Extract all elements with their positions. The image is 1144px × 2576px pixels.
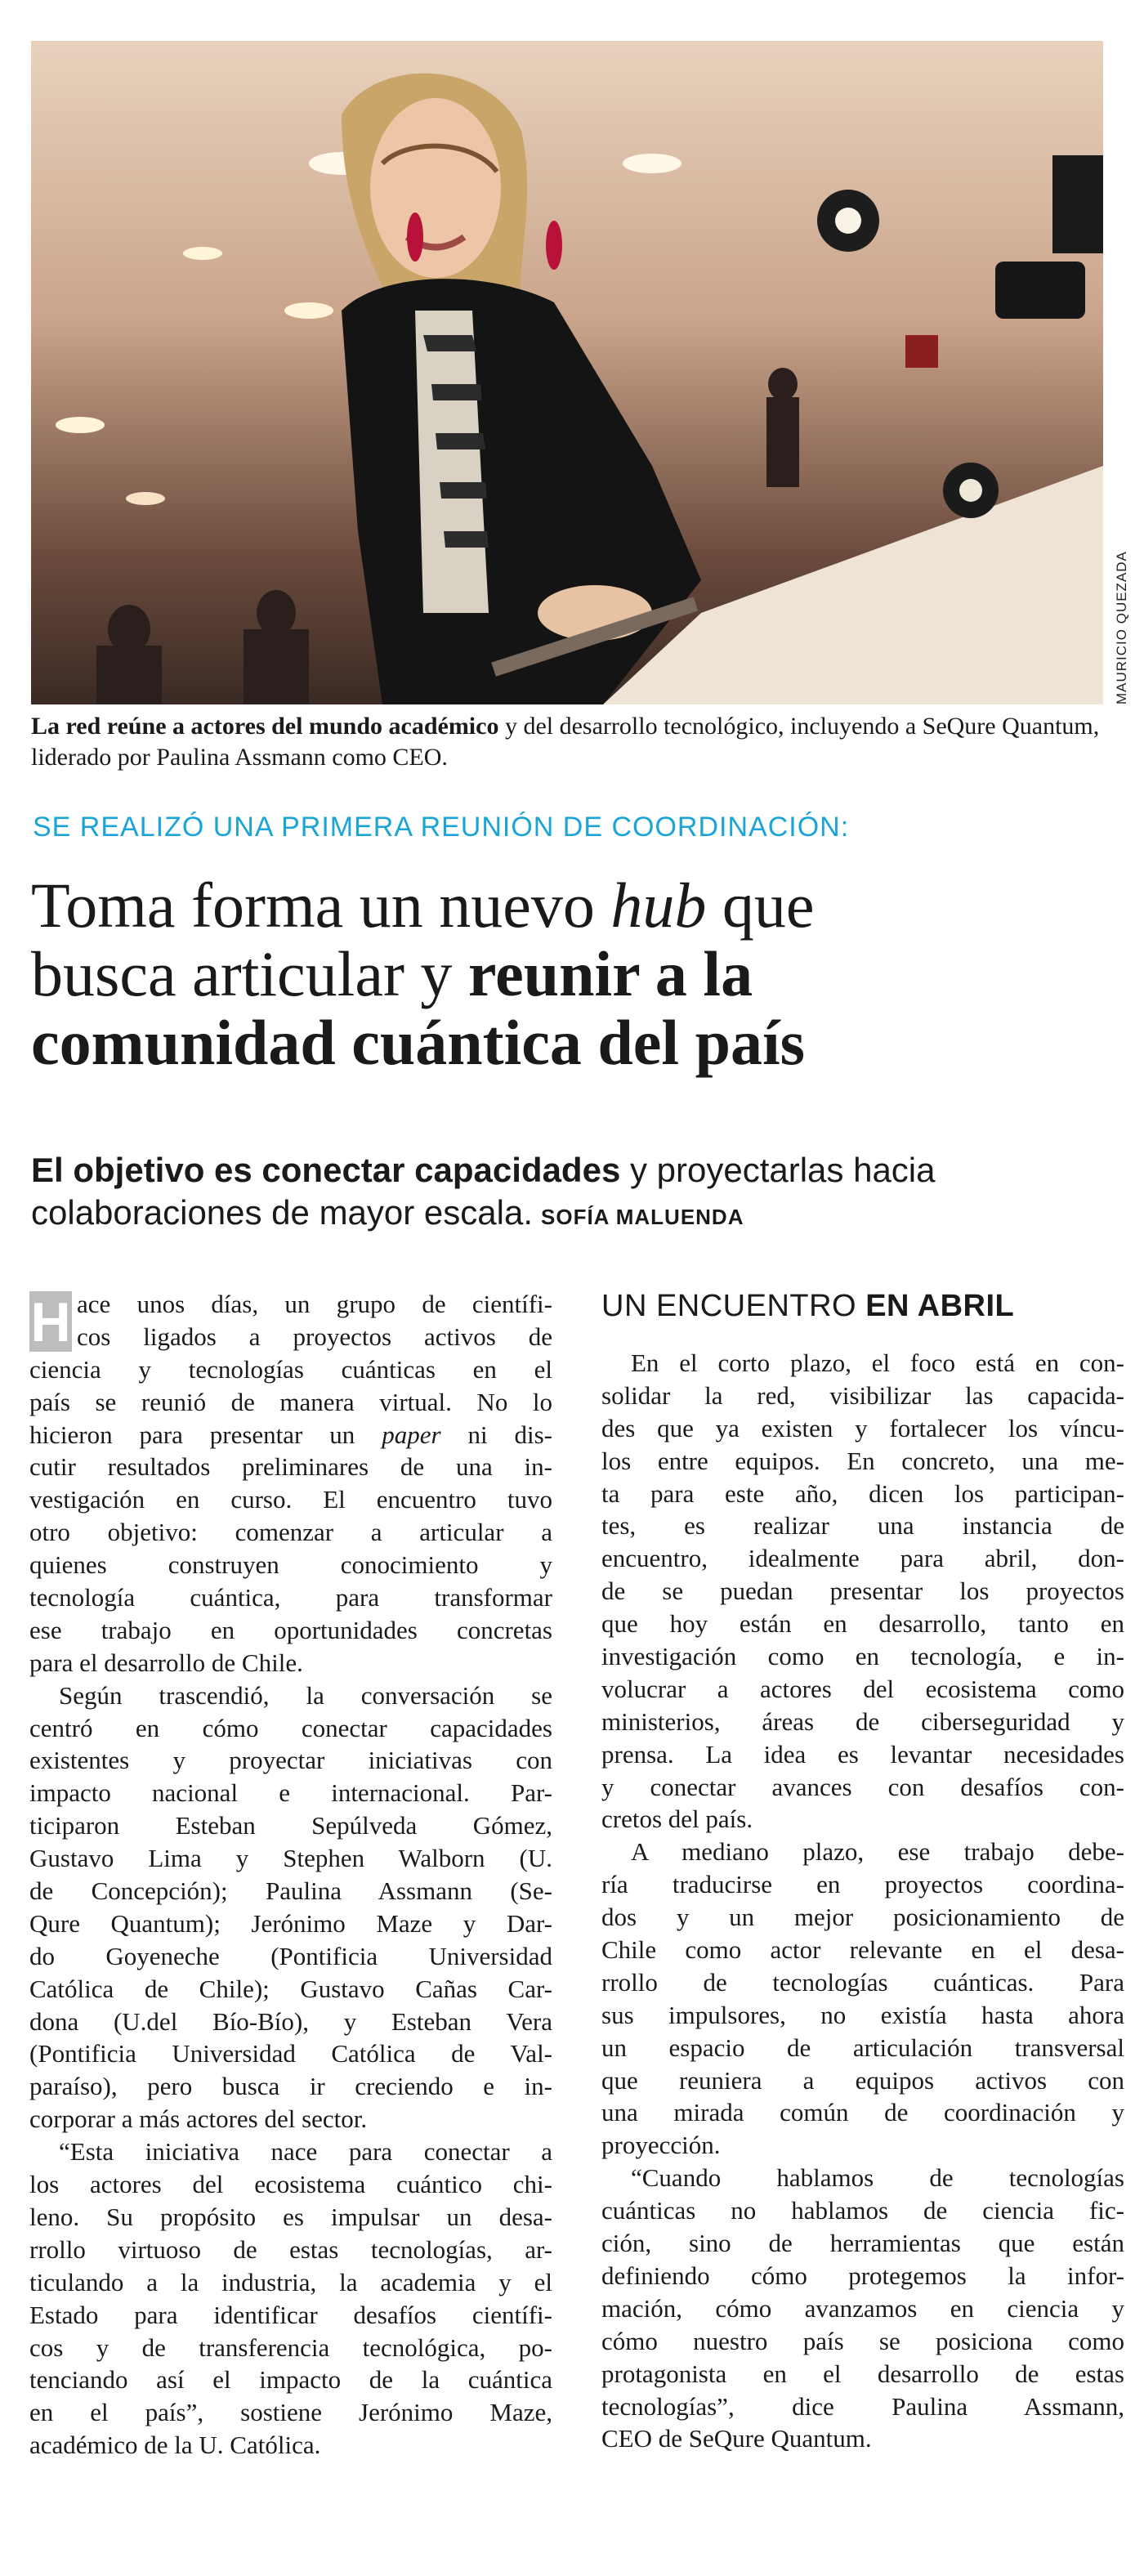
- body-line: académico de la U. Católica.: [29, 2431, 321, 2460]
- body-line: Estado para identificar desafíos científi-: [29, 2300, 552, 2329]
- body-line: rrollo virtuoso de estas tecnologías, ar-: [29, 2234, 552, 2264]
- body-line: cretos del país.: [601, 1805, 753, 1834]
- body-line: existentes y proyectar iniciativas con: [29, 1746, 552, 1775]
- body-line: volucrar a actores del ecosistema como: [601, 1674, 1124, 1703]
- body-line: definiendo cómo protegemos la infor-: [601, 2261, 1124, 2290]
- body-line: ticulando a la industria, la academia y el: [29, 2267, 552, 2296]
- body-line: A mediano plazo, ese trabajo debe-: [631, 1837, 1124, 1867]
- body-line: cos y de transferencia tecnológica, po-: [29, 2332, 552, 2362]
- body-line: ministerios, áreas de ciberseguridad y: [601, 1706, 1124, 1736]
- body-line: tenciando así el impacto de la cuántica: [29, 2365, 552, 2395]
- body-line: impacto nacional e internacional. Par-: [29, 1778, 552, 1808]
- body-line: hicieron para presentar un paper ni dis-: [29, 1420, 552, 1449]
- byline: SOFÍA MALUENDA: [541, 1205, 744, 1229]
- body-line: mación, cómo avanzamos en ciencia y: [601, 2293, 1124, 2323]
- body-column-left: [29, 1288, 552, 2462]
- body-line: una mirada común de coordinación y: [601, 2098, 1124, 2127]
- deck: [31, 1149, 1110, 1238]
- body-line: (Pontificia Universidad Católica de Val-: [29, 2039, 552, 2068]
- body-line: CEO de SeQure Quantum.: [601, 2424, 872, 2453]
- body-line: leno. Su propósito es impulsar un desa-: [29, 2202, 552, 2231]
- body-line: país se reunió de manera virtual. No lo: [29, 1387, 552, 1416]
- body-line: y conectar avances con desafíos con-: [601, 1772, 1124, 1801]
- headline-bold: reunir a la: [467, 938, 753, 1009]
- caption-bold: La red reúne a actores del mundo académico: [31, 713, 499, 740]
- body-line: un espacio de articulación transversal: [601, 2033, 1124, 2062]
- body-line: dona (U.del Bío-Bío), y Esteban Vera: [29, 2006, 552, 2036]
- drop-cap: H: [30, 1291, 71, 1353]
- stage-spotlights: [817, 155, 1103, 518]
- deck-text: y proyectarlas hacia: [620, 1151, 936, 1189]
- body-line: de se puedan presentar los proyectos: [601, 1576, 1124, 1606]
- body-line: que reuniera a equipos activos con: [601, 2065, 1124, 2095]
- deck-line-1: [31, 1149, 1110, 1192]
- body-line: ticiparon Esteban Sepúlveda Gómez,: [29, 1811, 552, 1840]
- body-line: solidar la red, visibilizar las capacida-: [601, 1380, 1124, 1410]
- body-line: des que ya existen y fortalecer los víncu-: [601, 1413, 1124, 1442]
- body-line: Católica de Chile); Gustavo Cañas Car-: [29, 1974, 552, 2003]
- body-line: ción, sino de herramientas que están: [601, 2229, 1124, 2258]
- headline-bold: comunidad cuántica del país: [31, 1007, 806, 1078]
- right-lines: [601, 1347, 1124, 2455]
- body-line: cutir resultados preliminares de una in-: [29, 1452, 552, 1482]
- body-line: vestigación en curso. El encuentro tuvo: [29, 1485, 552, 1514]
- body-line: proyección.: [601, 2131, 721, 2160]
- body-line: ciencia y tecnologías cuánticas en el: [29, 1354, 552, 1384]
- headline: [31, 871, 1110, 1077]
- deck-line-2: [31, 1192, 1110, 1238]
- body-line: paraíso), pero busca ir creciendo e in-: [29, 2072, 552, 2101]
- body-line: ace unos días, un grupo de científi-: [77, 1290, 552, 1318]
- headline-line-1: [31, 871, 1110, 940]
- photo-caption: [31, 711, 1110, 773]
- headline-text: Toma forma un nuevo: [31, 870, 611, 941]
- body-line: rrollo de tecnologías cuánticas. Para: [601, 1967, 1124, 1997]
- body-line: centró en cómo conectar capacidades: [29, 1713, 552, 1742]
- body-line: ría traducirse en proyectos coordina-: [601, 1870, 1124, 1899]
- body-line: otro objetivo: comenzar a articular a: [29, 1518, 552, 1547]
- body-line: “Esta iniciativa nace para conectar a: [59, 2137, 552, 2167]
- body-line: En el corto plazo, el foco está en con-: [631, 1348, 1124, 1377]
- caption-text: y del desarrollo tecnológico, incluyendo a SeQure Quantum, liderado por Paulina Assmann como CEO.: [31, 713, 1100, 771]
- headline-italic: hub: [610, 870, 707, 941]
- body-column-right: [601, 1288, 1124, 2455]
- body-line: tecnologías”, dice Paulina Assmann,: [601, 2391, 1124, 2421]
- article-photo: [31, 41, 1103, 704]
- body-line: de Concepción); Paulina Assmann (Se-: [29, 1876, 552, 1906]
- photo-illustration: [31, 41, 1103, 704]
- headline-line-2: [31, 940, 1110, 1008]
- body-line: do Goyeneche (Pontificia Universidad: [29, 1941, 552, 1970]
- subhead-text: UN ENCUENTRO: [601, 1289, 866, 1323]
- body-line: protagonista en el desarrollo de estas: [601, 2359, 1124, 2388]
- body-line: cuánticas no hablamos de ciencia fic-: [601, 2196, 1124, 2225]
- body-line: los entre equipos. En concreto, una me-: [601, 1446, 1124, 1475]
- body-line: quienes construyen conocimiento y: [29, 1550, 552, 1580]
- body-line: Gustavo Lima y Stephen Walborn (U.: [29, 1844, 552, 1873]
- headline-line-3: [31, 1008, 1110, 1077]
- body-line: dos y un mejor posicionamiento de: [601, 1903, 1124, 1932]
- body-line: prensa. La idea es levantar necesidades: [601, 1739, 1124, 1769]
- body-line: investigación como en tecnología, e in-: [601, 1642, 1124, 1671]
- kicker: SE REALIZÓ UNA PRIMERA REUNIÓN DE COORDINACIÓN:: [33, 812, 850, 843]
- deck-text: colaboraciones de mayor escala.: [31, 1193, 534, 1232]
- left-lines: [29, 1288, 552, 2462]
- body-line: “Cuando hablamos de tecnologías: [631, 2163, 1124, 2193]
- photo-credit: MAURICIO QUEZADA: [1114, 551, 1129, 704]
- body-line: Chile como actor relevante en el desa-: [601, 1935, 1124, 1965]
- deck-bold: El objetivo es conectar capacidades: [31, 1151, 621, 1189]
- body-line: para el desarrollo de Chile.: [29, 1648, 303, 1677]
- body-line: tes, es realizar una instancia de: [601, 1511, 1124, 1541]
- subhead-bold: EN ABRIL: [865, 1289, 1015, 1323]
- body-line: corporar a más actores del sector.: [29, 2104, 368, 2134]
- body-line: cos ligados a proyectos activos de: [77, 1322, 552, 1351]
- subhead: [601, 1288, 1124, 1347]
- body-line: cómo nuestro país se posiciona como: [601, 2326, 1124, 2355]
- body-line: en el país”, sostiene Jerónimo Maze,: [29, 2398, 552, 2427]
- italic-word: paper: [382, 1420, 441, 1449]
- headline-text: que: [706, 870, 815, 941]
- body-line: ta para este año, dicen los participan-: [601, 1478, 1124, 1508]
- body-line: ese trabajo en oportunidades concretas: [29, 1615, 552, 1644]
- body-line: sus impulsores, no existía hasta ahora: [601, 2000, 1124, 2029]
- body-line: Según trascendió, la conversación se: [59, 1680, 552, 1710]
- body-line: tecnología cuántica, para transformar: [29, 1583, 552, 1612]
- body-line: encuentro, idealmente para abril, don-: [601, 1544, 1124, 1573]
- body-line: que hoy están en desarrollo, tanto en: [601, 1609, 1124, 1639]
- body-line: Qure Quantum); Jerónimo Maze y Dar-: [29, 1908, 552, 1938]
- body-line: los actores del ecosistema cuántico chi-: [29, 2170, 552, 2199]
- headline-text: busca articular y: [31, 938, 468, 1009]
